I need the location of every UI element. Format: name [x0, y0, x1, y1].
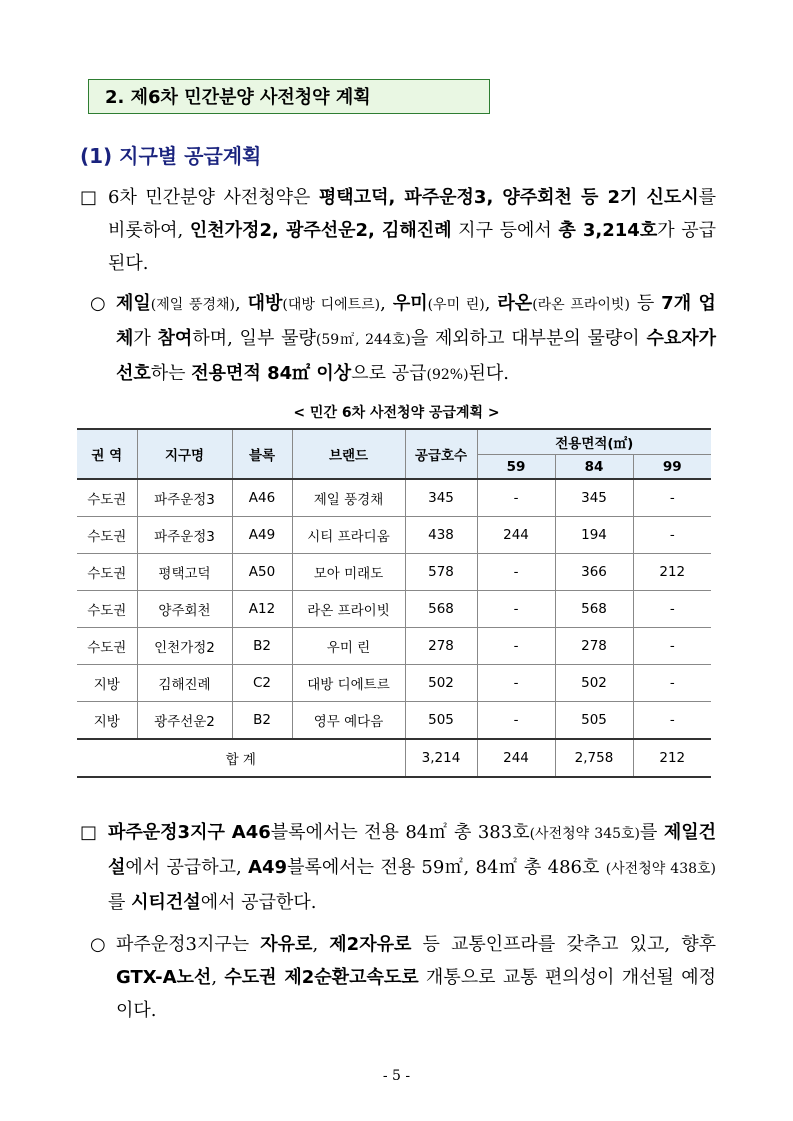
cell-a84: 568 [555, 591, 633, 628]
cell-brand: 우미 린 [292, 628, 405, 665]
total-label: 합 계 [77, 739, 405, 777]
cell-district: 파주운정3 [137, 479, 232, 517]
cell-a84: 505 [555, 702, 633, 740]
cell-units: 278 [405, 628, 477, 665]
cell-a59: - [477, 479, 555, 517]
table-header-row [77, 429, 711, 455]
header-district: 지구명 [137, 429, 232, 479]
cell-region: 수도권 [77, 591, 137, 628]
header-region: 권 역 [77, 429, 137, 479]
cell-district: 인천가정2 [137, 628, 232, 665]
cell-brand: 제일 풍경채 [292, 479, 405, 517]
cell-region: 수도권 [77, 628, 137, 665]
table-total-row [77, 739, 711, 777]
table-row [77, 665, 711, 702]
cell-block: C2 [232, 665, 292, 702]
circle-bullet-icon: ○ [90, 293, 106, 314]
total-a99: 212 [633, 739, 711, 777]
cell-block: A50 [232, 554, 292, 591]
cell-brand: 시티 프라디움 [292, 517, 405, 554]
cell-block: A46 [232, 479, 292, 517]
cell-a59: - [477, 591, 555, 628]
paragraph-paju-blocks: 파주운정3지구 A46블록에서는 전용 84㎡ 총 383호(사전청약 345호)를 제일건설에서 공급하고, A49블록에서는 전용 59㎡, 84㎡ 총 486호 (사전청약 438호)를 시티건설에서 공급한다. [108, 822, 716, 913]
header-area-99: 99 [633, 455, 711, 480]
cell-a84: 278 [555, 628, 633, 665]
cell-district: 김해진례 [137, 665, 232, 702]
cell-units: 438 [405, 517, 477, 554]
cell-a99: - [633, 517, 711, 554]
cell-units: 345 [405, 479, 477, 517]
cell-region: 수도권 [77, 517, 137, 554]
header-brand: 브랜드 [292, 429, 405, 479]
total-a84: 2,758 [555, 739, 633, 777]
cell-units: 568 [405, 591, 477, 628]
cell-brand: 대방 디에트르 [292, 665, 405, 702]
table-row [77, 702, 711, 740]
cell-region: 수도권 [77, 554, 137, 591]
table-row [77, 517, 711, 554]
cell-brand: 라온 프라이빗 [292, 591, 405, 628]
cell-district: 광주선운2 [137, 702, 232, 740]
table-row [77, 554, 711, 591]
supply-plan-table [77, 428, 711, 778]
cell-brand: 모아 미래도 [292, 554, 405, 591]
section-heading: 2. 제6차 민간분양 사전청약 계획 [88, 79, 490, 114]
cell-region: 수도권 [77, 479, 137, 517]
page-number: - 5 - [382, 1068, 411, 1084]
paragraph-supply-summary: 6차 민간분양 사전청약은 평택고덕, 파주운정3, 양주회천 등 2기 신도시를 비롯하여, 인천가정2, 광주선운2, 김해진례 지구 등에서 총 3,214호가 공급된다. [108, 187, 716, 274]
cell-a99: - [633, 665, 711, 702]
cell-block: B2 [232, 628, 292, 665]
header-units: 공급호수 [405, 429, 477, 479]
cell-a99: - [633, 628, 711, 665]
cell-a59: - [477, 628, 555, 665]
header-block: 블록 [232, 429, 292, 479]
cell-a59: - [477, 554, 555, 591]
cell-a99: - [633, 702, 711, 740]
cell-units: 502 [405, 665, 477, 702]
cell-a99: - [633, 479, 711, 517]
total-units: 3,214 [405, 739, 477, 777]
cell-district: 파주운정3 [137, 517, 232, 554]
cell-district: 양주회천 [137, 591, 232, 628]
cell-district: 평택고덕 [137, 554, 232, 591]
header-area-59: 59 [477, 455, 555, 480]
header-area-84: 84 [555, 455, 633, 480]
cell-region: 지방 [77, 665, 137, 702]
cell-a99: - [633, 591, 711, 628]
square-bullet-icon: □ [80, 187, 98, 208]
cell-block: A49 [232, 517, 292, 554]
cell-a84: 194 [555, 517, 633, 554]
cell-a84: 502 [555, 665, 633, 702]
header-area: 전용면적(㎡) [477, 429, 711, 455]
cell-block: A12 [232, 591, 292, 628]
cell-a59: - [477, 702, 555, 740]
cell-units: 578 [405, 554, 477, 591]
table-title: < 민간 6차 사전청약 공급계획 > [293, 405, 500, 421]
cell-region: 지방 [77, 702, 137, 740]
square-bullet-icon: □ [80, 822, 98, 843]
circle-bullet-icon: ○ [90, 934, 106, 955]
paragraph-participants: 제일(제일 풍경채), 대방(대방 디에트르), 우미(우미 린), 라온(라온 프라이빗) 등 7개 업체가 참여하며, 일부 물량(59㎡, 244호)을 제외하고 대부분의 물량이 수요자가 선호하는 전용면적 84㎡ 이상으로 공급(92%)된다. [116, 293, 716, 384]
cell-a84: 366 [555, 554, 633, 591]
total-a59: 244 [477, 739, 555, 777]
subheading: (1) 지구별 공급계획 [80, 144, 262, 168]
table-row [77, 591, 711, 628]
cell-block: B2 [232, 702, 292, 740]
cell-a59: 244 [477, 517, 555, 554]
cell-brand: 영무 예다음 [292, 702, 405, 740]
paragraph-transport: 파주운정3지구는 자유로, 제2자유로 등 교통인프라를 갖추고 있고, 향후 GTX-A노선, 수도권 제2순환고속도로 개통으로 교통 편의성이 개선될 예정이다. [116, 934, 717, 1021]
cell-a99: 212 [633, 554, 711, 591]
cell-units: 505 [405, 702, 477, 740]
cell-a59: - [477, 665, 555, 702]
table-row [77, 628, 711, 665]
table-row [77, 479, 711, 517]
cell-a84: 345 [555, 479, 633, 517]
